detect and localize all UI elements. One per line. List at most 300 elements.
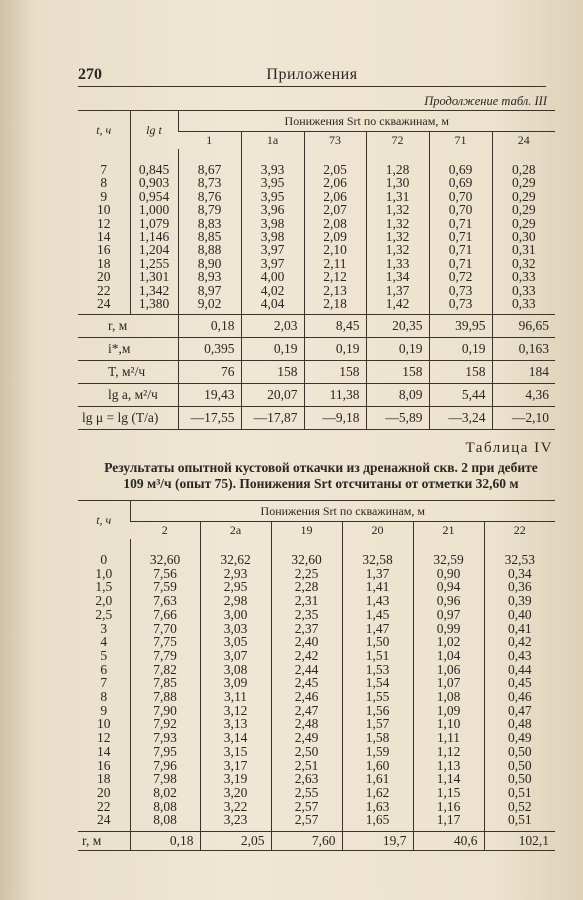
table-cell: 9 xyxy=(100,702,108,718)
table-cell: 2,06 xyxy=(304,190,366,203)
table-cell: 10 xyxy=(97,202,111,218)
summary-value: 19,7 xyxy=(342,832,413,851)
table-cell: 0,99 xyxy=(413,622,484,636)
table-cell: 7,92 xyxy=(130,717,200,731)
table-cell: 2,57 xyxy=(271,800,342,814)
col-group-header: Понижения Srt по скважинам, м xyxy=(178,111,555,132)
table-cell: 0 xyxy=(100,552,108,567)
table-cell: 1,02 xyxy=(413,635,484,649)
table-row xyxy=(78,217,555,230)
table-cell: 1,0 xyxy=(95,565,113,581)
table-cell: 1,11 xyxy=(413,731,484,745)
table-cell: 0,48 xyxy=(484,717,555,731)
summary-label: lg μ = lg (T/a) xyxy=(78,407,178,430)
summary-row xyxy=(78,384,555,407)
table-cell: 0,29 xyxy=(492,176,555,189)
table-cell: 14 xyxy=(97,743,111,759)
table-row xyxy=(78,622,555,636)
table-cell: 1,15 xyxy=(413,786,484,800)
summary-value: 158 xyxy=(429,361,492,384)
table-cell: 7,90 xyxy=(130,704,200,718)
col-header-well: 22 xyxy=(484,522,555,540)
table-cell: 12 xyxy=(97,730,111,746)
table-cell: 1,16 xyxy=(413,800,484,814)
table-row xyxy=(78,608,555,622)
table-cell: 4 xyxy=(100,634,108,650)
summary-label: i*,м xyxy=(78,338,178,361)
table-cell: 3,08 xyxy=(200,663,271,677)
table-cell: 4,00 xyxy=(241,270,304,283)
table-cell: 1,079 xyxy=(130,217,178,230)
table-cell: 32,62 xyxy=(200,539,271,567)
table-continuation-label: Продолжение табл. III xyxy=(424,94,547,108)
table-cell: 7,79 xyxy=(130,649,200,663)
table-cell: 20 xyxy=(97,269,111,285)
table-cell: 7 xyxy=(100,162,108,177)
table-cell: 8,90 xyxy=(178,257,241,270)
table-cell: 7,96 xyxy=(130,759,200,773)
table-cell: 2,47 xyxy=(271,704,342,718)
table-cell: 0,90 xyxy=(413,567,484,581)
table-cell: 0,72 xyxy=(429,270,492,283)
table-cell: 1,28 xyxy=(366,149,429,176)
table-cell: 0,42 xyxy=(484,635,555,649)
table-cell: 3,19 xyxy=(200,772,271,786)
table-cell: 3,13 xyxy=(200,717,271,731)
table-cell: 1,32 xyxy=(366,230,429,243)
table-cell: 0,43 xyxy=(484,649,555,663)
summary-value: 39,95 xyxy=(429,315,492,338)
table-row xyxy=(78,813,555,831)
table-cell: 20 xyxy=(97,784,111,800)
table-iv-caption xyxy=(76,460,566,492)
table-cell: 1,51 xyxy=(342,649,413,663)
summary-value: 19,43 xyxy=(178,384,241,407)
table-cell: 2,06 xyxy=(304,176,366,189)
table-cell: 1,10 xyxy=(413,717,484,731)
col-header-well: 19 xyxy=(271,522,342,540)
table-row xyxy=(78,176,555,189)
table-cell: 0,36 xyxy=(484,580,555,594)
table-cell: 1,07 xyxy=(413,676,484,690)
table-cell: 0,40 xyxy=(484,608,555,622)
table-cell: 2,28 xyxy=(271,580,342,594)
summary-value: 0,19 xyxy=(366,338,429,361)
summary-value: 158 xyxy=(366,361,429,384)
summary-label: r, м xyxy=(78,832,130,851)
table-cell: 1,12 xyxy=(413,745,484,759)
table-cell: 3,05 xyxy=(200,635,271,649)
table-cell: 1,09 xyxy=(413,704,484,718)
table-row xyxy=(78,759,555,773)
table-row xyxy=(78,230,555,243)
summary-value: —17,87 xyxy=(241,407,304,430)
table-cell: 2,05 xyxy=(304,149,366,176)
table-cell: 5 xyxy=(100,647,108,663)
table-cell: 0,96 xyxy=(413,594,484,608)
table-cell: 18 xyxy=(97,255,111,271)
table-cell: 1,08 xyxy=(413,690,484,704)
table-cell: 1,17 xyxy=(413,813,484,831)
table-row xyxy=(78,270,555,283)
table-cell: 8 xyxy=(100,689,108,705)
table-cell: 0,51 xyxy=(484,786,555,800)
table-cell: 8,88 xyxy=(178,243,241,256)
table-iii-continued xyxy=(78,110,555,430)
col-header-lg-t: lg t xyxy=(130,111,178,150)
table-cell: 2,31 xyxy=(271,594,342,608)
table-cell: 0,69 xyxy=(429,149,492,176)
table-cell: 2,98 xyxy=(200,594,271,608)
col-header-well: 24 xyxy=(492,132,555,150)
table-cell: 3,09 xyxy=(200,676,271,690)
summary-value: 8,09 xyxy=(366,384,429,407)
table-row xyxy=(78,539,555,567)
summary-label: T, м²/ч xyxy=(78,361,178,384)
table-row xyxy=(78,704,555,718)
table-cell: 1,37 xyxy=(366,284,429,297)
table-cell: 0,71 xyxy=(429,257,492,270)
table-cell: 1,62 xyxy=(342,786,413,800)
table-cell: 1,04 xyxy=(413,649,484,663)
table-row xyxy=(78,649,555,663)
summary-value: 8,45 xyxy=(304,315,366,338)
table-cell: 2,44 xyxy=(271,663,342,677)
table-cell: 0,33 xyxy=(492,284,555,297)
table-row xyxy=(78,690,555,704)
col-header-well: 21 xyxy=(413,522,484,540)
table-cell: 16 xyxy=(97,242,111,258)
table-cell: 8 xyxy=(100,175,108,191)
table-cell: 0,45 xyxy=(484,676,555,690)
summary-value: —3,24 xyxy=(429,407,492,430)
table-cell: 2,07 xyxy=(304,203,366,216)
table-cell: 3,97 xyxy=(241,243,304,256)
table-cell: 3,20 xyxy=(200,786,271,800)
table-cell: 0,50 xyxy=(484,745,555,759)
col-header-well: 1 xyxy=(178,132,241,150)
table-cell: 32,53 xyxy=(484,539,555,567)
table-cell: 0,954 xyxy=(130,190,178,203)
table-cell: 0,39 xyxy=(484,594,555,608)
table-cell: 2,63 xyxy=(271,772,342,786)
summary-value: 96,65 xyxy=(492,315,555,338)
table-cell: 1,37 xyxy=(342,567,413,581)
table-cell: 9 xyxy=(100,188,108,204)
col-header-well: 1a xyxy=(241,132,304,150)
table-cell: 0,97 xyxy=(413,608,484,622)
table-cell: 0,44 xyxy=(484,663,555,677)
table-cell: 1,204 xyxy=(130,243,178,256)
table-cell: 8,02 xyxy=(130,786,200,800)
header-rule xyxy=(78,86,546,87)
table-cell: 1,43 xyxy=(342,594,413,608)
table-cell: 0,29 xyxy=(492,190,555,203)
table-cell: 2,95 xyxy=(200,580,271,594)
table-cell: 1,34 xyxy=(366,270,429,283)
table-cell: 4,02 xyxy=(241,284,304,297)
table-cell: 7,98 xyxy=(130,772,200,786)
table-row xyxy=(78,772,555,786)
summary-value: 40,6 xyxy=(413,832,484,851)
table-iv xyxy=(78,500,555,851)
col-header-time: t, ч xyxy=(78,111,130,150)
table-cell: 3,23 xyxy=(200,813,271,831)
table-cell: 1,55 xyxy=(342,690,413,704)
table-cell: 8,73 xyxy=(178,176,241,189)
table-cell: 3,17 xyxy=(200,759,271,773)
table-cell: 1,13 xyxy=(413,759,484,773)
table-row xyxy=(78,676,555,690)
table-cell: 3,03 xyxy=(200,622,271,636)
table-cell: 1,60 xyxy=(342,759,413,773)
table-cell: 0,69 xyxy=(429,176,492,189)
table-cell: 12 xyxy=(97,215,111,231)
table-cell: 6 xyxy=(100,661,108,677)
running-title: Приложения xyxy=(266,66,358,83)
table-cell: 2,50 xyxy=(271,745,342,759)
table-cell: 1,31 xyxy=(366,190,429,203)
table-cell: 2,40 xyxy=(271,635,342,649)
table-cell: 7,85 xyxy=(130,676,200,690)
table-cell: 1,50 xyxy=(342,635,413,649)
summary-label: r, м xyxy=(78,315,178,338)
summary-value: 4,36 xyxy=(492,384,555,407)
table-cell: 3,95 xyxy=(241,176,304,189)
table-cell: 3,98 xyxy=(241,217,304,230)
table-cell: 1,45 xyxy=(342,608,413,622)
table-cell: 1,42 xyxy=(366,297,429,315)
table-row xyxy=(78,731,555,745)
table-cell: 1,32 xyxy=(366,243,429,256)
table-cell: 0,71 xyxy=(429,230,492,243)
table-row xyxy=(78,284,555,297)
table-cell: 2,42 xyxy=(271,649,342,663)
table-cell: 1,14 xyxy=(413,772,484,786)
summary-value: 11,38 xyxy=(304,384,366,407)
table-cell: 0,50 xyxy=(484,759,555,773)
summary-value: —2,10 xyxy=(492,407,555,430)
table-cell: 7,70 xyxy=(130,622,200,636)
table-cell: 2,46 xyxy=(271,690,342,704)
table-iv-title: Таблица IV xyxy=(465,440,553,456)
table-row xyxy=(78,257,555,270)
table-cell: 0,34 xyxy=(484,567,555,581)
table-cell: 1,301 xyxy=(130,270,178,283)
summary-row xyxy=(78,315,555,338)
summary-value: 76 xyxy=(178,361,241,384)
table-row xyxy=(78,594,555,608)
table-cell: 24 xyxy=(97,812,111,828)
table-cell: 0,29 xyxy=(492,203,555,216)
table-cell: 8,79 xyxy=(178,203,241,216)
table-cell: 2,10 xyxy=(304,243,366,256)
table-cell: 1,63 xyxy=(342,800,413,814)
table-cell: 0,47 xyxy=(484,704,555,718)
summary-row xyxy=(78,361,555,384)
summary-value: 0,18 xyxy=(178,315,241,338)
table-cell: 2,49 xyxy=(271,731,342,745)
caption-line-1: Результаты опытной кустовой откачки из дренажной скв. 2 при дебите xyxy=(104,460,538,475)
table-cell: 1,54 xyxy=(342,676,413,690)
table-cell: 32,60 xyxy=(130,539,200,567)
table-cell: 1,32 xyxy=(366,217,429,230)
caption-line-2: 109 м³/ч (опыт 75). Понижения Srt отсчитаны от отметки 32,60 м xyxy=(123,476,519,491)
table-cell: 14 xyxy=(97,229,111,245)
table-row xyxy=(78,786,555,800)
table-cell: 0,29 xyxy=(492,217,555,230)
table-cell: 2,5 xyxy=(95,606,113,622)
table-cell: 0,51 xyxy=(484,813,555,831)
table-cell: 1,59 xyxy=(342,745,413,759)
table-cell: 0,50 xyxy=(484,772,555,786)
table-cell: 16 xyxy=(97,757,111,773)
table-cell: 7,59 xyxy=(130,580,200,594)
table-cell: 8,08 xyxy=(130,800,200,814)
table-cell: 7,93 xyxy=(130,731,200,745)
col-header-well: 72 xyxy=(366,132,429,150)
table-cell: 3,96 xyxy=(241,203,304,216)
table-cell: 3,11 xyxy=(200,690,271,704)
table-row xyxy=(78,203,555,216)
table-cell: 22 xyxy=(97,798,111,814)
table-cell: 2,08 xyxy=(304,217,366,230)
table-cell: 1,000 xyxy=(130,203,178,216)
table-cell: 3,15 xyxy=(200,745,271,759)
table-cell: 8,93 xyxy=(178,270,241,283)
table-cell: 7 xyxy=(100,675,108,691)
table-cell: 1,255 xyxy=(130,257,178,270)
table-cell: 1,380 xyxy=(130,297,178,315)
table-cell: 2,45 xyxy=(271,676,342,690)
col-group-header: Понижения Srt по скважинам, м xyxy=(130,501,555,522)
table-cell: 0,845 xyxy=(130,149,178,176)
summary-value: 0,19 xyxy=(241,338,304,361)
table-cell: 0,52 xyxy=(484,800,555,814)
table-cell: 7,75 xyxy=(130,635,200,649)
table-cell: 1,61 xyxy=(342,772,413,786)
table-cell: 0,33 xyxy=(492,297,555,315)
table-cell: 3,12 xyxy=(200,704,271,718)
table-cell: 1,41 xyxy=(342,580,413,594)
col-header-well: 2 xyxy=(130,522,200,540)
table-row xyxy=(78,243,555,256)
table-row xyxy=(78,149,555,176)
table-cell: 24 xyxy=(97,296,111,312)
table-cell: 0,31 xyxy=(492,243,555,256)
table-cell: 0,30 xyxy=(492,230,555,243)
summary-value: 0,395 xyxy=(178,338,241,361)
table-cell: 2,35 xyxy=(271,608,342,622)
table-cell: 32,58 xyxy=(342,539,413,567)
table-cell: 3,22 xyxy=(200,800,271,814)
table-cell: 18 xyxy=(97,771,111,787)
table-cell: 1,65 xyxy=(342,813,413,831)
summary-value: —9,18 xyxy=(304,407,366,430)
table-cell: 9,02 xyxy=(178,297,241,315)
table-cell: 0,70 xyxy=(429,203,492,216)
table-cell: 1,56 xyxy=(342,704,413,718)
table-cell: 0,71 xyxy=(429,243,492,256)
table-cell: 0,28 xyxy=(492,149,555,176)
table-cell: 1,32 xyxy=(366,203,429,216)
table-cell: 2,0 xyxy=(95,593,113,609)
table-row xyxy=(78,567,555,581)
table-cell: 0,33 xyxy=(492,270,555,283)
table-cell: 1,30 xyxy=(366,176,429,189)
summary-row xyxy=(78,407,555,430)
col-header-well: 2a xyxy=(200,522,271,540)
page-header xyxy=(78,64,546,86)
table-cell: 2,25 xyxy=(271,567,342,581)
table-cell: 32,60 xyxy=(271,539,342,567)
table-cell: 1,33 xyxy=(366,257,429,270)
summary-value: 0,19 xyxy=(429,338,492,361)
table-cell: 2,57 xyxy=(271,813,342,831)
table-cell: 2,51 xyxy=(271,759,342,773)
table-cell: 3,98 xyxy=(241,230,304,243)
page-number: 270 xyxy=(78,66,102,83)
summary-value: 7,60 xyxy=(271,832,342,851)
table-cell: 2,48 xyxy=(271,717,342,731)
summary-value: 0,18 xyxy=(130,832,200,851)
table-cell: 7,88 xyxy=(130,690,200,704)
summary-label: lg a, м²/ч xyxy=(78,384,178,407)
table-cell: 32,59 xyxy=(413,539,484,567)
col-header-well: 20 xyxy=(342,522,413,540)
table-row xyxy=(78,800,555,814)
table-cell: 10 xyxy=(97,716,111,732)
table-row xyxy=(78,580,555,594)
table-row xyxy=(78,717,555,731)
table-row xyxy=(78,745,555,759)
summary-value: 20,35 xyxy=(366,315,429,338)
table-cell: 1,57 xyxy=(342,717,413,731)
table-cell: 2,55 xyxy=(271,786,342,800)
table-cell: 1,53 xyxy=(342,663,413,677)
summary-value: 102,1 xyxy=(484,832,555,851)
table-cell: 2,09 xyxy=(304,230,366,243)
table-cell: 1,146 xyxy=(130,230,178,243)
summary-value: 5,44 xyxy=(429,384,492,407)
table-cell: 0,32 xyxy=(492,257,555,270)
table-cell: 1,06 xyxy=(413,663,484,677)
table-cell: 7,56 xyxy=(130,567,200,581)
table-cell: 1,5 xyxy=(95,579,113,595)
table-cell: 3,93 xyxy=(241,149,304,176)
table-cell: 3,95 xyxy=(241,190,304,203)
summary-value: 184 xyxy=(492,361,555,384)
col-header-well: 73 xyxy=(304,132,366,150)
summary-value: 0,163 xyxy=(492,338,555,361)
table-cell: 0,73 xyxy=(429,284,492,297)
table-row xyxy=(78,297,555,315)
table-cell: 2,93 xyxy=(200,567,271,581)
summary-value: 20,07 xyxy=(241,384,304,407)
summary-value: 158 xyxy=(304,361,366,384)
table-cell: 3,00 xyxy=(200,608,271,622)
col-header-time: t, ч xyxy=(78,501,130,540)
summary-row xyxy=(78,832,555,851)
table-cell: 2,37 xyxy=(271,622,342,636)
col-header-well: 71 xyxy=(429,132,492,150)
table-row xyxy=(78,663,555,677)
table-cell: 0,46 xyxy=(484,690,555,704)
table-cell: 0,41 xyxy=(484,622,555,636)
table-cell: 7,66 xyxy=(130,608,200,622)
table-cell: 7,82 xyxy=(130,663,200,677)
table-cell: 3,07 xyxy=(200,649,271,663)
